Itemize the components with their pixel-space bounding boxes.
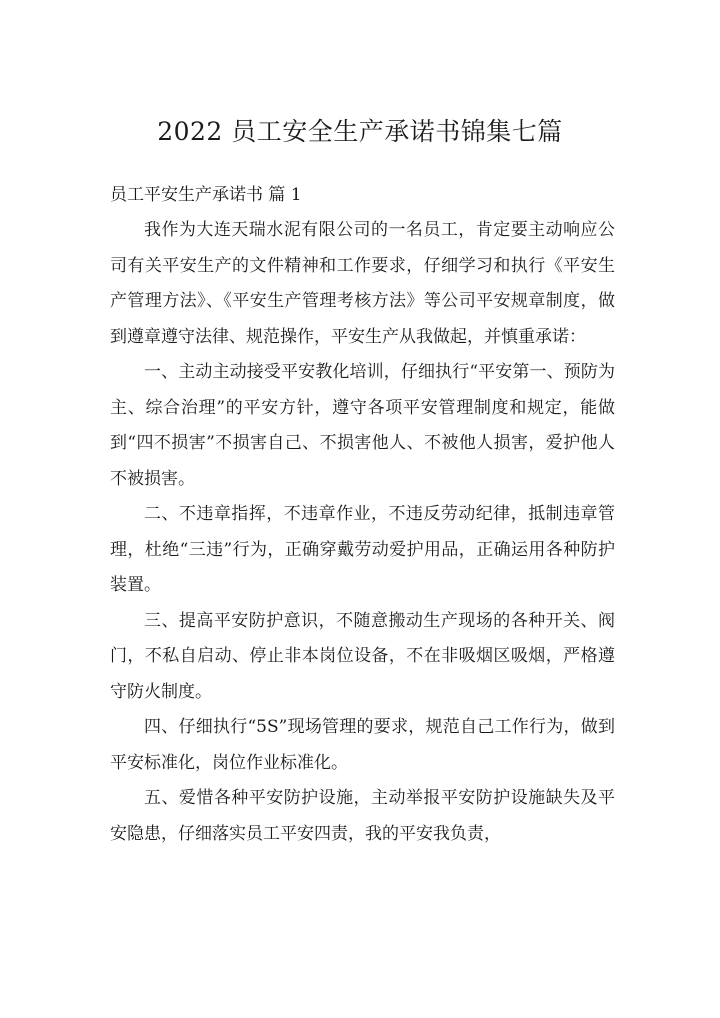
section-heading: 员工平安生产承诺书 篇 1	[110, 185, 302, 205]
paragraph-item-4: 四、仔细执行“5S”现场管理的要求，规范自己工作行为，做到平安标准化，岗位作业标准化。	[110, 717, 615, 773]
paragraph-intro: 我作为大连天瑞水泥有限公司的一名员工，肯定要主动响应公司有关平安生产的文件精神和工作要求，仔细学习和执行《平安生产管理方法》、《平安生产管理考核方法》等公司平安规章制度，做到遵章遵守法律、规范操作，平安生产从我做起，并慎重承诺：	[110, 220, 615, 347]
paragraph-item-1: 一、主动主动接受平安教化培训，仔细执行“平安第一、预防为主、综合治理”的平安方针，遵守各项平安管理制度和规定，能做到“四不损害”不损害自己、不损害他人、不被他人损害，爱护他人不被损害。	[110, 362, 615, 489]
paragraph-item-5: 五、爱惜各种平安防护设施，主动举报平安防护设施缺失及平安隐患，仔细落实员工平安四责，我的平安我负责，	[110, 788, 615, 844]
document-title: 2022 员工安全生产承诺书锦集七篇	[157, 117, 563, 146]
paragraph-item-2: 二、不违章指挥，不违章作业，不违反劳动纪律，抵制违章管理，杜绝“三违”行为，正确穿戴劳动爱护用品，正确运用各种防护装置。	[110, 504, 615, 595]
paragraph-item-3: 三、提高平安防护意识，不随意搬动生产现场的各种开关、阀门，不私自启动、停止非本岗位设备，不在非吸烟区吸烟，严格遵守防火制度。	[110, 610, 615, 702]
document-body	[110, 213, 615, 852]
